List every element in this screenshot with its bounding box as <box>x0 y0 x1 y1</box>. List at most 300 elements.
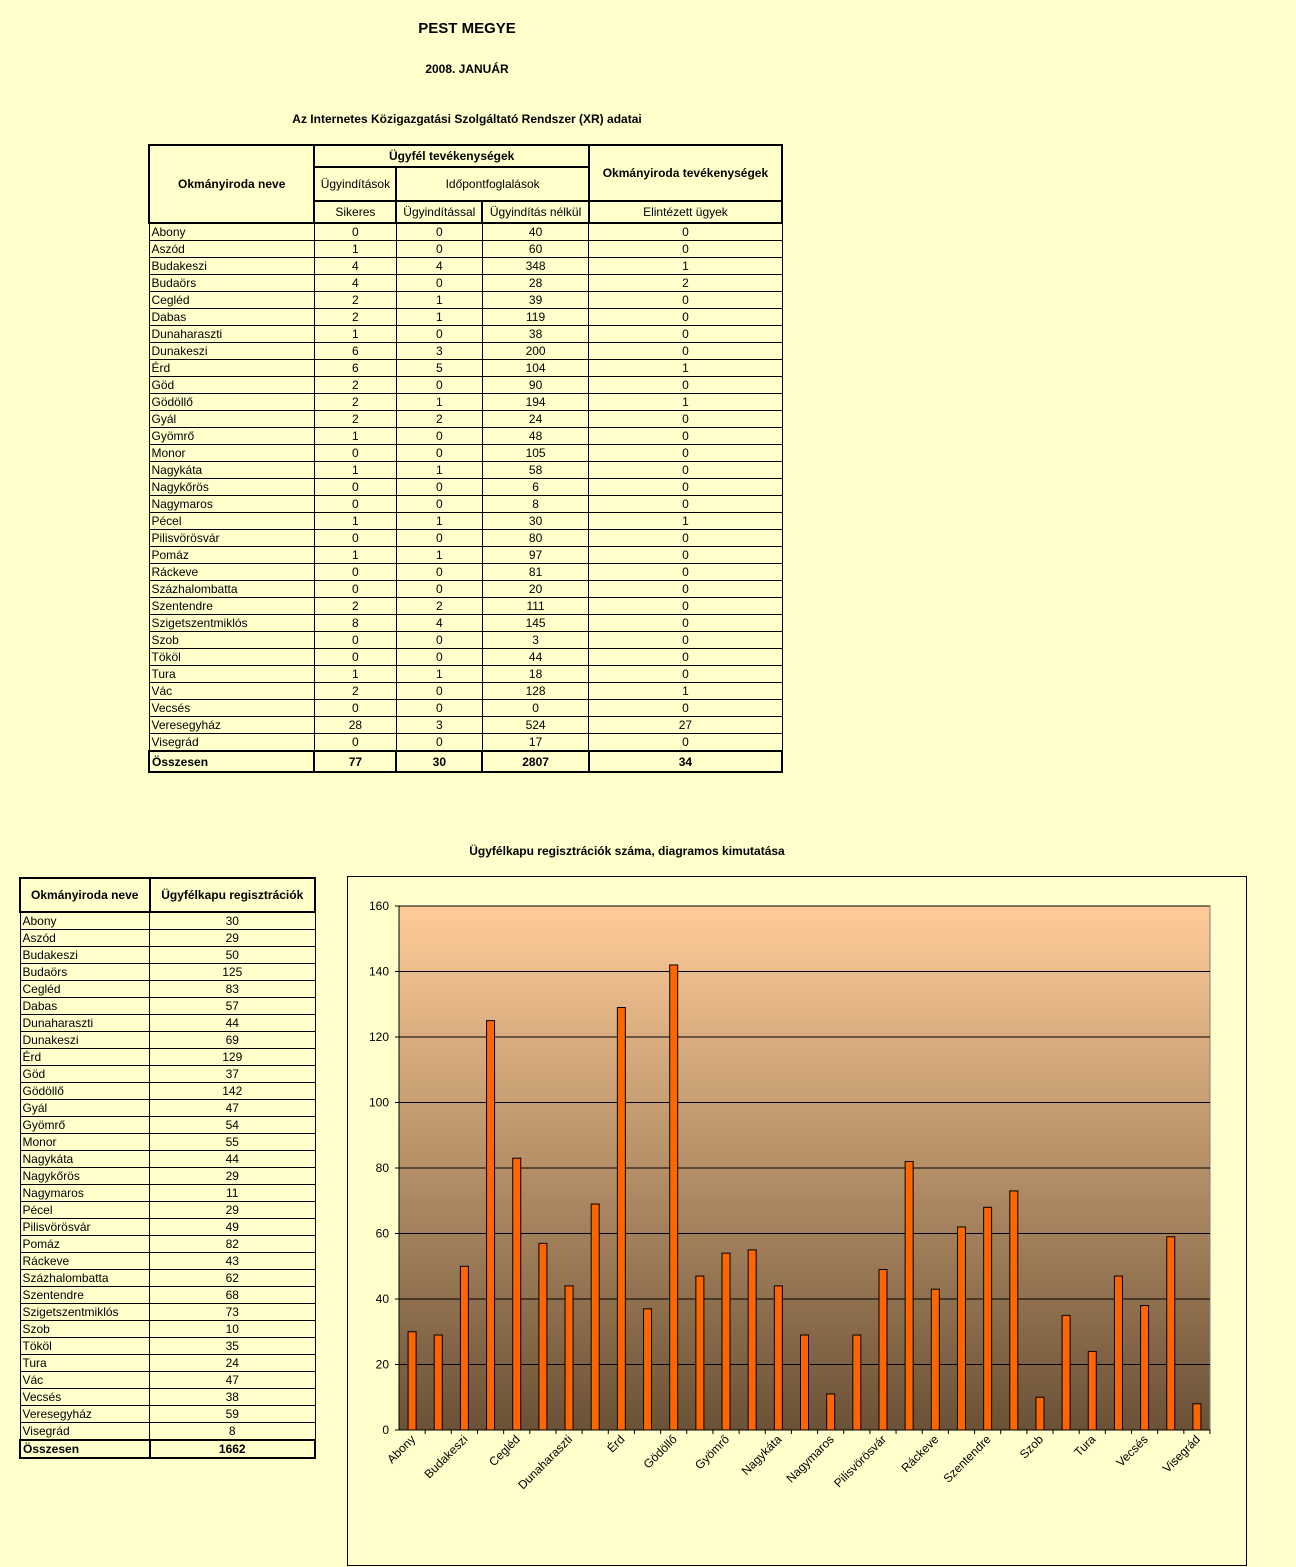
value-cell: 27 <box>589 717 782 734</box>
table-row <box>149 530 782 547</box>
table-row <box>20 1236 315 1253</box>
table-row <box>149 394 782 411</box>
value-cell: 80 <box>482 530 589 547</box>
table-row <box>149 564 782 581</box>
value-cell: 1 <box>314 241 396 258</box>
value-cell: 1 <box>589 258 782 275</box>
value-cell: 2 <box>396 598 482 615</box>
value-cell: 0 <box>396 326 482 343</box>
value-cell: 0 <box>589 547 782 564</box>
total-value: 1662 <box>150 1440 316 1458</box>
table-row <box>149 598 782 615</box>
bar <box>408 1332 416 1430</box>
table-row <box>149 666 782 683</box>
registration-count-cell: 68 <box>150 1287 316 1304</box>
registration-count-cell: 47 <box>150 1100 316 1117</box>
value-cell: 0 <box>589 734 782 752</box>
office-name-cell: Szentendre <box>149 598 314 615</box>
value-cell: 0 <box>396 496 482 513</box>
office-name-cell: Ráckeve <box>149 564 314 581</box>
x-tick-label: Szentendre <box>940 1432 994 1486</box>
value-cell: 0 <box>589 326 782 343</box>
value-cell: 0 <box>314 734 396 752</box>
value-cell: 4 <box>396 615 482 632</box>
table-row <box>149 496 782 513</box>
value-cell: 0 <box>589 632 782 649</box>
office-name-cell: Göd <box>149 377 314 394</box>
x-tick-label: Tura <box>1071 1432 1099 1460</box>
y-tick-label: 40 <box>375 1292 389 1306</box>
value-cell: 0 <box>589 700 782 717</box>
bar <box>931 1289 939 1430</box>
registration-count-cell: 47 <box>150 1372 316 1389</box>
office-name-cell: Gyál <box>149 411 314 428</box>
value-cell: 58 <box>482 462 589 479</box>
value-cell: 6 <box>314 360 396 377</box>
xr-sub-ugyinditas-nelkul: Ügyindítás nélkül <box>482 201 589 223</box>
value-cell: 0 <box>589 479 782 496</box>
office-name-cell: Tura <box>20 1355 150 1372</box>
page-title: PEST MEGYE <box>418 20 516 37</box>
bar <box>591 1204 599 1430</box>
table-row <box>149 683 782 700</box>
x-tick-label: Abony <box>384 1432 419 1467</box>
value-cell: 4 <box>314 258 396 275</box>
total-row <box>20 1440 315 1458</box>
table-row <box>149 223 782 241</box>
office-name-cell: Nagykáta <box>149 462 314 479</box>
table-row <box>20 1049 315 1066</box>
value-cell: 0 <box>589 581 782 598</box>
value-cell: 0 <box>396 241 482 258</box>
y-tick-label: 100 <box>368 1095 389 1110</box>
table-row <box>149 258 782 275</box>
value-cell: 1 <box>314 666 396 683</box>
bar <box>1167 1237 1175 1430</box>
office-name-cell: Vecsés <box>149 700 314 717</box>
office-name-cell: Nagymaros <box>20 1185 150 1202</box>
y-tick-label: 60 <box>375 1226 389 1241</box>
table-row <box>149 615 782 632</box>
table-row <box>20 1321 315 1338</box>
registration-count-cell: 30 <box>150 912 316 930</box>
chart-svg <box>348 877 1248 1567</box>
table-row <box>20 1015 315 1032</box>
office-name-cell: Nagymaros <box>149 496 314 513</box>
bar <box>487 1021 495 1430</box>
value-cell: 0 <box>589 428 782 445</box>
value-cell: 0 <box>589 309 782 326</box>
value-cell: 2 <box>314 411 396 428</box>
value-cell: 0 <box>314 496 396 513</box>
value-cell: 111 <box>482 598 589 615</box>
table-row <box>20 1304 315 1321</box>
value-cell: 1 <box>589 394 782 411</box>
table-row <box>20 1372 315 1389</box>
value-cell: 4 <box>314 275 396 292</box>
value-cell: 524 <box>482 717 589 734</box>
table-row <box>149 513 782 530</box>
office-name-cell: Dabas <box>20 998 150 1015</box>
value-cell: 0 <box>589 666 782 683</box>
table-row <box>149 411 782 428</box>
bar <box>748 1250 756 1430</box>
value-cell: 44 <box>482 649 589 666</box>
registration-count-cell: 83 <box>150 981 316 998</box>
value-cell: 0 <box>589 530 782 547</box>
office-name-cell: Visegrád <box>20 1423 150 1441</box>
registration-count-cell: 44 <box>150 1015 316 1032</box>
bar <box>670 965 678 1430</box>
value-cell: 0 <box>396 445 482 462</box>
value-cell: 0 <box>314 445 396 462</box>
office-name-cell: Aszód <box>20 930 150 947</box>
bar <box>957 1227 965 1430</box>
registration-count-cell: 129 <box>150 1049 316 1066</box>
bar <box>1010 1191 1018 1430</box>
value-cell: 0 <box>396 377 482 394</box>
table-row <box>20 1134 315 1151</box>
value-cell: 0 <box>589 241 782 258</box>
table-row <box>149 343 782 360</box>
table-row <box>20 964 315 981</box>
registration-count-cell: 62 <box>150 1270 316 1287</box>
registration-count-cell: 11 <box>150 1185 316 1202</box>
value-cell: 30 <box>482 513 589 530</box>
table-row <box>149 462 782 479</box>
value-cell: 0 <box>482 700 589 717</box>
x-tick-label: Cegléd <box>486 1432 523 1470</box>
value-cell: 28 <box>314 717 396 734</box>
office-name-cell: Göd <box>20 1066 150 1083</box>
bar <box>853 1335 861 1430</box>
table-row <box>149 360 782 377</box>
value-cell: 0 <box>314 581 396 598</box>
table-row <box>20 1066 315 1083</box>
bar <box>1114 1276 1122 1430</box>
value-cell: 3 <box>482 632 589 649</box>
registration-count-cell: 54 <box>150 1117 316 1134</box>
value-cell: 81 <box>482 564 589 581</box>
value-cell: 0 <box>396 479 482 496</box>
table-row <box>149 326 782 343</box>
bar <box>827 1394 835 1430</box>
table-row <box>149 581 782 598</box>
xr-sub-ugyinditasok: Ügyindítások <box>314 167 396 201</box>
bar <box>565 1286 573 1430</box>
table-row <box>20 1287 315 1304</box>
chart-title: Ügyfélkapu regisztrációk száma, diagramos kimutatása <box>469 844 785 858</box>
bar <box>1193 1404 1201 1430</box>
value-cell: 0 <box>589 496 782 513</box>
value-cell: 24 <box>482 411 589 428</box>
registration-count-cell: 29 <box>150 930 316 947</box>
registration-count-cell: 44 <box>150 1151 316 1168</box>
value-cell: 0 <box>396 223 482 241</box>
registration-count-cell: 82 <box>150 1236 316 1253</box>
x-tick-label: Nagykáta <box>738 1432 785 1478</box>
office-name-cell: Budaörs <box>20 964 150 981</box>
bar <box>984 1207 992 1430</box>
value-cell: 0 <box>589 223 782 241</box>
office-name-cell: Gyál <box>20 1100 150 1117</box>
office-name-cell: Budakeszi <box>149 258 314 275</box>
bar <box>879 1270 887 1430</box>
bar <box>617 1008 625 1430</box>
value-cell: 2 <box>314 292 396 309</box>
office-name-cell: Érd <box>20 1049 150 1066</box>
value-cell: 0 <box>589 343 782 360</box>
registration-count-cell: 73 <box>150 1304 316 1321</box>
table-row <box>20 1185 315 1202</box>
value-cell: 0 <box>314 700 396 717</box>
y-tick-label: 160 <box>368 899 389 913</box>
y-tick-label: 140 <box>368 964 389 979</box>
table-row <box>20 1423 315 1441</box>
total-value: 77 <box>314 751 396 772</box>
office-name-cell: Szob <box>20 1321 150 1338</box>
table-row <box>20 1117 315 1134</box>
office-name-cell: Pilisvörösvár <box>20 1219 150 1236</box>
office-name-cell: Százhalombatta <box>149 581 314 598</box>
value-cell: 8 <box>314 615 396 632</box>
office-name-cell: Cegléd <box>20 981 150 998</box>
value-cell: 0 <box>589 411 782 428</box>
bar <box>460 1266 468 1430</box>
value-cell: 0 <box>396 428 482 445</box>
registration-count-cell: 37 <box>150 1066 316 1083</box>
registration-count-cell: 10 <box>150 1321 316 1338</box>
bar <box>434 1335 442 1430</box>
office-name-cell: Nagykáta <box>20 1151 150 1168</box>
value-cell: 1 <box>589 360 782 377</box>
value-cell: 6 <box>314 343 396 360</box>
total-value: 2807 <box>482 751 589 772</box>
table-row <box>149 700 782 717</box>
table-row <box>20 912 315 930</box>
registration-count-cell: 29 <box>150 1202 316 1219</box>
office-name-cell: Dabas <box>149 309 314 326</box>
office-name-cell: Szigetszentmiklós <box>149 615 314 632</box>
value-cell: 0 <box>396 683 482 700</box>
value-cell: 0 <box>396 734 482 752</box>
table-row <box>20 998 315 1015</box>
office-name-cell: Cegléd <box>149 292 314 309</box>
table-row <box>20 1168 315 1185</box>
registration-count-cell: 55 <box>150 1134 316 1151</box>
value-cell: 1 <box>314 428 396 445</box>
total-row <box>149 751 782 772</box>
office-name-cell: Nagykőrös <box>149 479 314 496</box>
value-cell: 0 <box>396 275 482 292</box>
office-name-cell: Budakeszi <box>20 947 150 964</box>
value-cell: 348 <box>482 258 589 275</box>
office-name-cell: Pomáz <box>20 1236 150 1253</box>
value-cell: 1 <box>396 547 482 564</box>
value-cell: 28 <box>482 275 589 292</box>
x-tick-label: Dunaharaszti <box>515 1432 576 1493</box>
table-row <box>20 1253 315 1270</box>
value-cell: 3 <box>396 717 482 734</box>
x-tick-label: Visegrád <box>1159 1432 1204 1476</box>
value-cell: 0 <box>314 564 396 581</box>
x-tick-label: Pilisvörösvár <box>831 1432 890 1491</box>
value-cell: 1 <box>314 462 396 479</box>
value-cell: 0 <box>396 632 482 649</box>
x-tick-label: Budakeszi <box>421 1432 471 1482</box>
office-name-cell: Pomáz <box>149 547 314 564</box>
xr-data-table <box>148 144 783 773</box>
table-row <box>20 1338 315 1355</box>
table-row <box>149 734 782 752</box>
value-cell: 2 <box>314 377 396 394</box>
office-name-cell: Vác <box>20 1372 150 1389</box>
value-cell: 8 <box>482 496 589 513</box>
value-cell: 2 <box>396 411 482 428</box>
xr-sub-elintezett: Elintézett ügyek <box>589 201 782 223</box>
registration-count-cell: 125 <box>150 964 316 981</box>
table-row <box>149 428 782 445</box>
value-cell: 2 <box>589 275 782 292</box>
office-name-cell: Szob <box>149 632 314 649</box>
x-tick-label: Ráckeve <box>898 1432 942 1476</box>
office-name-cell: Dunakeszi <box>149 343 314 360</box>
xr-sub-sikeres: Sikeres <box>314 201 396 223</box>
office-name-cell: Vác <box>149 683 314 700</box>
registration-count-cell: 8 <box>150 1423 316 1441</box>
table-row <box>20 930 315 947</box>
value-cell: 1 <box>396 394 482 411</box>
y-tick-label: 20 <box>375 1357 389 1372</box>
value-cell: 119 <box>482 309 589 326</box>
ugy-col-registrations: Ügyfélkapu regisztrációk <box>150 878 316 912</box>
registration-count-cell: 49 <box>150 1219 316 1236</box>
table-row <box>149 717 782 734</box>
page-subtitle: 2008. JANUÁR <box>425 62 509 76</box>
table-row <box>20 947 315 964</box>
value-cell: 128 <box>482 683 589 700</box>
office-name-cell: Monor <box>149 445 314 462</box>
office-name-cell: Abony <box>20 912 150 930</box>
value-cell: 0 <box>314 530 396 547</box>
value-cell: 3 <box>396 343 482 360</box>
table-row <box>20 1032 315 1049</box>
value-cell: 0 <box>589 615 782 632</box>
table-row <box>20 1202 315 1219</box>
office-name-cell: Pilisvörösvár <box>149 530 314 547</box>
value-cell: 104 <box>482 360 589 377</box>
office-name-cell: Budaörs <box>149 275 314 292</box>
table-row <box>149 377 782 394</box>
table-row <box>20 1406 315 1423</box>
bar <box>696 1276 704 1430</box>
registration-count-cell: 35 <box>150 1338 316 1355</box>
bar <box>774 1286 782 1430</box>
table-row <box>149 632 782 649</box>
x-tick-label: Gyömrő <box>692 1432 733 1473</box>
office-name-cell: Monor <box>20 1134 150 1151</box>
value-cell: 1 <box>396 292 482 309</box>
table-row <box>149 479 782 496</box>
office-name-cell: Nagykőrös <box>20 1168 150 1185</box>
table-row <box>20 1151 315 1168</box>
value-cell: 20 <box>482 581 589 598</box>
table-row <box>149 309 782 326</box>
value-cell: 2 <box>314 598 396 615</box>
office-name-cell: Szigetszentmiklós <box>20 1304 150 1321</box>
value-cell: 97 <box>482 547 589 564</box>
value-cell: 194 <box>482 394 589 411</box>
registration-count-cell: 38 <box>150 1389 316 1406</box>
value-cell: 39 <box>482 292 589 309</box>
total-label: Összesen <box>20 1440 150 1458</box>
value-cell: 0 <box>396 581 482 598</box>
value-cell: 200 <box>482 343 589 360</box>
office-name-cell: Gyömrő <box>20 1117 150 1134</box>
bar <box>539 1243 547 1430</box>
table-row <box>20 1389 315 1406</box>
table-row <box>149 445 782 462</box>
value-cell: 0 <box>589 445 782 462</box>
office-name-cell: Szentendre <box>20 1287 150 1304</box>
xr-group-client: Ügyfél tevékenységek <box>314 145 588 167</box>
value-cell: 145 <box>482 615 589 632</box>
value-cell: 0 <box>589 598 782 615</box>
office-name-cell: Tura <box>149 666 314 683</box>
total-label: Összesen <box>149 751 314 772</box>
registration-count-cell: 24 <box>150 1355 316 1372</box>
xr-group-office: Okmányiroda tevékenységek <box>589 145 782 201</box>
value-cell: 18 <box>482 666 589 683</box>
value-cell: 5 <box>396 360 482 377</box>
table-row <box>149 241 782 258</box>
bar <box>905 1161 913 1430</box>
value-cell: 2 <box>314 683 396 700</box>
table-row <box>20 1100 315 1117</box>
value-cell: 1 <box>314 326 396 343</box>
y-tick-label: 0 <box>382 1423 389 1437</box>
y-tick-label: 80 <box>375 1161 389 1175</box>
value-cell: 48 <box>482 428 589 445</box>
office-name-cell: Aszód <box>149 241 314 258</box>
total-value: 30 <box>396 751 482 772</box>
value-cell: 1 <box>396 309 482 326</box>
registrations-chart <box>347 876 1247 1566</box>
registration-count-cell: 50 <box>150 947 316 964</box>
table-row <box>20 1219 315 1236</box>
ugyfelkapu-table <box>19 877 316 1459</box>
office-name-cell: Gödöllő <box>149 394 314 411</box>
xr-sub-ugyinditassal: Ügyindítással <box>396 201 482 223</box>
office-name-cell: Dunaharaszti <box>20 1015 150 1032</box>
office-name-cell: Veresegyház <box>149 717 314 734</box>
x-tick-label: Érd <box>604 1432 628 1456</box>
table-row <box>149 649 782 666</box>
office-name-cell: Tököl <box>149 649 314 666</box>
value-cell: 0 <box>314 223 396 241</box>
table-row <box>20 1355 315 1372</box>
registration-count-cell: 142 <box>150 1083 316 1100</box>
value-cell: 0 <box>314 632 396 649</box>
value-cell: 0 <box>589 377 782 394</box>
total-value: 34 <box>589 751 782 772</box>
value-cell: 1 <box>589 513 782 530</box>
office-name-cell: Gyömrő <box>149 428 314 445</box>
office-name-cell: Dunaharaszti <box>149 326 314 343</box>
value-cell: 0 <box>589 292 782 309</box>
x-tick-label: Szob <box>1016 1432 1047 1462</box>
office-name-cell: Tököl <box>20 1338 150 1355</box>
